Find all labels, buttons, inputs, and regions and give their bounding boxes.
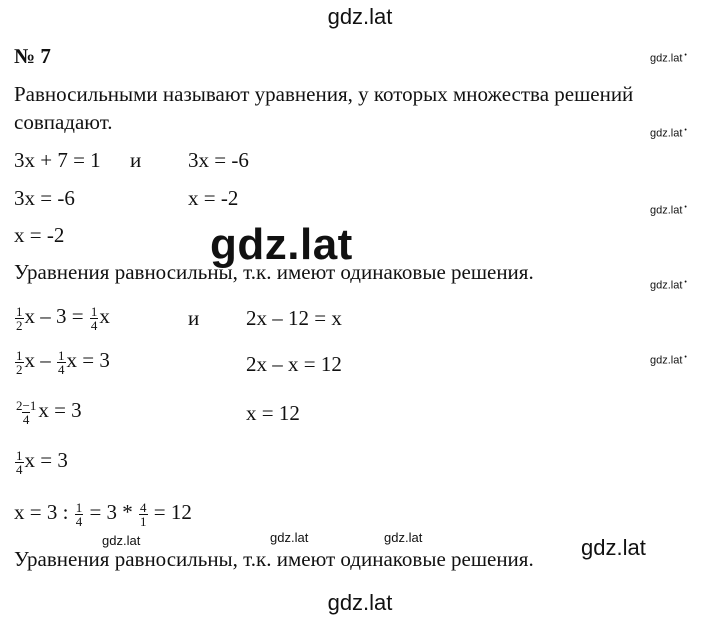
eq2-left-1: $\frac{1}{2}$ x – 3 = $\frac{1}{4}$ x	[16, 303, 110, 333]
eq1-left-3: x = -2	[14, 223, 65, 247]
watermark-top: gdz.lat	[327, 4, 393, 29]
task-number: № 7	[14, 44, 51, 68]
watermark-small: gdz.lat •	[650, 279, 687, 292]
eq1-left-1: 3x + 7 = 1	[14, 148, 101, 172]
eq2-right-2: 2x – x = 12	[246, 352, 342, 376]
fraction: $\frac{4}{1}$	[140, 499, 147, 529]
watermark-small: gdz.lat •	[650, 127, 687, 140]
eq1-right-1: 3x = -6	[188, 148, 249, 172]
and-word-1: и	[130, 148, 142, 172]
eq1-right-2: x = -2	[188, 186, 239, 210]
watermark-bottom: gdz.lat	[327, 590, 393, 615]
eq2-right-3: x = 12	[246, 401, 300, 425]
eq2-left-4: $\frac{1}{4}$ x = 3	[16, 447, 68, 477]
watermark-center: gdz.lat	[210, 220, 353, 269]
definition-line-1: Равносильными называют уравнения, у которых множества решений	[14, 82, 634, 106]
conclusion-2: Уравнения равносильны, т.к. имеют одинаковые решения.	[14, 547, 534, 571]
watermark-small: gdz.lat •	[650, 354, 687, 367]
eq1-left-2: 3x = -6	[14, 186, 75, 210]
watermark-small: gdz.lat •	[650, 204, 687, 217]
watermark-small: gdz.lat •	[650, 52, 687, 65]
watermark-small: gdz.lat	[384, 530, 423, 545]
eq2-left-5: x = 3 : $\frac{1}{4}$ = 3 * $\frac{4}{1}$ = 12	[14, 499, 192, 529]
definition-line-2: совпадают.	[14, 110, 113, 134]
fraction: $\frac{2-1}{4}$	[16, 397, 37, 427]
watermark-small: gdz.lat	[102, 533, 141, 548]
fraction: $\frac{1}{2}$	[16, 303, 23, 333]
fraction: $\frac{1}{4}$	[75, 499, 83, 529]
eq2-right-1: 2x – 12 = x	[246, 306, 342, 330]
fraction: $\frac{1}{2}$	[16, 347, 23, 377]
eq2-left-3: $\frac{2-1}{4}$ x = 3	[16, 397, 82, 427]
watermark-small: gdz.lat	[270, 530, 309, 545]
fraction: $\frac{1}{4}$	[58, 347, 65, 377]
eq2-left-2: $\frac{1}{2}$ x – $\frac{1}{4}$ x = 3	[16, 347, 110, 377]
conclusion-1: Уравнения равносильны, т.к. имеют одинаковые решения.	[14, 260, 534, 284]
watermark-right: gdz.lat	[581, 535, 646, 560]
fraction: $\frac{1}{4}$	[16, 447, 23, 477]
fraction: $\frac{1}{4}$	[90, 303, 98, 333]
and-word-2: и	[188, 306, 200, 330]
